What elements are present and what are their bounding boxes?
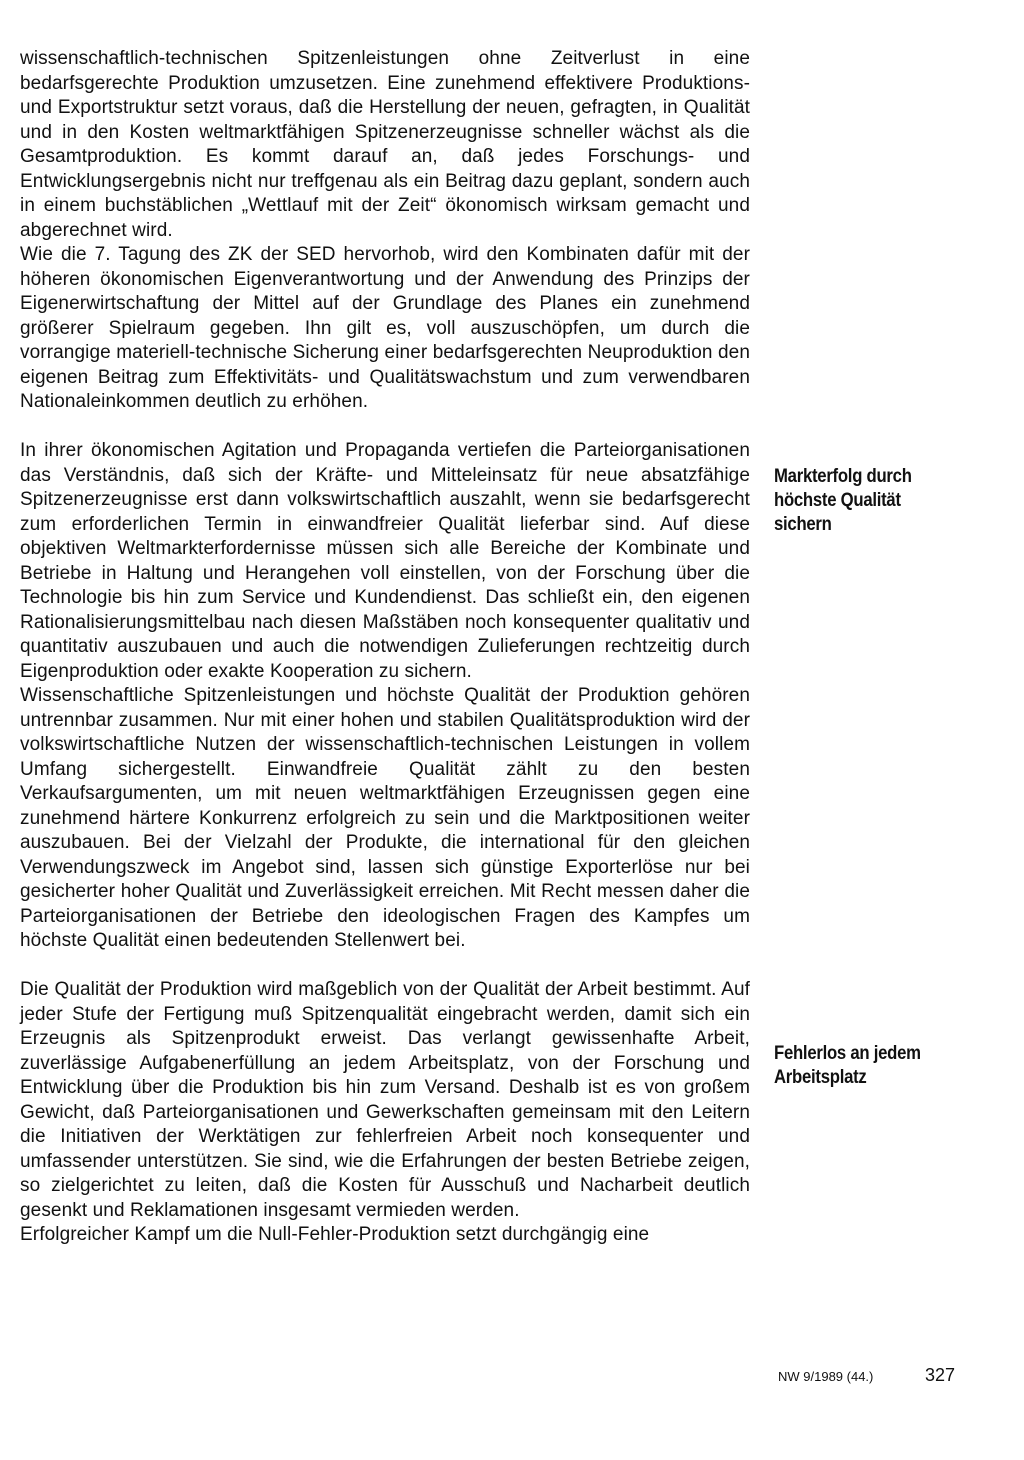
paragraph-spacer [20, 415, 750, 440]
page-number: 327 [925, 1365, 956, 1385]
paragraph-spacer [20, 954, 750, 979]
main-text-column [20, 47, 750, 1248]
paragraph-4: Wissenschaftliche Spitzenleistungen und höchste Qualität der Produktion gehören untrennbar zusammen. Nur mit einer hohen und stabilen Qualitätsproduktion wird der volkswirtschaftliche Nutzen der wissenschaftlich-technischen Leistungen in vollem Umfang sichergestellt. Einwandfreie Qualität zählt zu den besten Verkaufsargumenten, um mit neuen weltmarktfähigen Erzeugnissen gegen eine zunehmend härtere Konkurrenz erfolgreich zu sein und die Marktpositionen weiter auszubauen. Bei der Vielzahl der Produkte, die international für den gleichen Verwendungszweck im Angebot sind, lassen sich günstige Exporterlöse nur bei gesicherter hoher Qualität und Zuverlässigkeit erreichen. Mit Recht messen daher die Parteiorganisationen der Betriebe den ideologischen Fragen des Kampfes um höchste Qualität einen bedeutenden Stellenwert bei. [20, 685, 750, 951]
paragraph-6: Erfolgreicher Kampf um die Null-Fehler-Produktion setzt durchgängig eine [20, 1224, 650, 1245]
paragraph-1: wissenschaftlich-technischen Spitzenleistungen ohne Zeitverlust in eine bedarfsgerechte Produktion umzusetzen. Eine zunehmend effektivere Produktions- und Exportstruktur setzt voraus, daß die Herstellung der neuen, gefragten, in Qualität und in den Kosten weltmarktfähigen Spitzenerzeugnisse schneller wächst als die Gesamtproduktion. Es kommt darauf an, daß jedes Forschungs- und Entwicklungsergebnis nicht nur treffgenau als ein Beitrag dazu geplant, sondern auch in einem buchstäblichen „Wettlauf mit der Zeit“ ökonomisch wirksam gemacht und abgerechnet wird. [20, 48, 750, 241]
footer-reference: NW 9/1989 (44.) [778, 1369, 874, 1384]
paragraph-2: Wie die 7. Tagung des ZK der SED hervorhob, wird den Kombinaten dafür mit der höheren ökonomischen Eigenverantwortung und der Anwendung des Prinzips der Eigenerwirtschaftung der Mittel auf der Grundlage des Planes ein zunehmend größerer Spielraum gegeben. Ihn gilt es, voll auszuschöpfen, um durch die vorrangige materiell-technische Sicherung einer bedarfsgerechten Neuproduktion den eigenen Beitrag zum Effektivitäts- und Qualitätswachstum und zum verwendbaren Nationaleinkommen deutlich zu erhöhen. [20, 244, 750, 412]
margin-heading-markterfolg: Markterfolg durch höchste Qualität sichern [774, 466, 912, 535]
paragraph-3: In ihrer ökonomischen Agitation und Propaganda vertiefen die Parteiorganisationen das Verständnis, daß sich der Kräfte- und Mitteleinsatz für neue absatzfähige Spitzenerzeugnisse erst dann volkswirtschaftlich auszahlt, wenn sie bedarfsgerecht zum erforderlichen Termin in einwandfreier Qualität lieferbar sind. Auf diese objektiven Weltmarkterfordernisse müssen sich alle Bereiche der Kombinate und Betriebe in Haltung und Herangehen voll einstellen, von der Forschung über die Technologie bis hin zum Service und Kundendienst. Das schließt ein, den eigenen Rationalisierungsmittelbau nach diesen Maßstäben noch konsequenter qualitativ und quantitativ auszubauen und auch die notwendigen Zulieferungen rechtzeitig durch Eigenproduktion oder exakte Kooperation zu sichern. [20, 440, 750, 682]
margin-heading-fehlerlos: Fehlerlos an jedem Arbeitsplatz [774, 1043, 921, 1088]
paragraph-5: Die Qualität der Produktion wird maßgeblich von der Qualität der Arbeit bestimmt. Auf jeder Stufe der Fertigung muß Spitzenqualität eingebracht werden, damit sich ein Erzeugnis als Spitzenprodukt erweist. Das verlangt gewissenhafte Arbeit, zuverlässige Aufgabenerfüllung an jedem Arbeitsplatz, von der Forschung und Entwicklung über die Produktion bis hin zum Versand. Deshalb ist es von großem Gewicht, daß Parteiorganisationen und Gewerkschaften gemeinsam mit den Leitern die Initiativen der Werktätigen zur fehlerfreien Arbeit noch konsequenter und umfassender unterstützen. Sie sind, wie die Erfahrungen der besten Betriebe zeigen, so zielgerichtet zu leiten, daß die Kosten für Ausschuß und Nacharbeit deutlich gesenkt und Reklamationen insgesamt vermieden werden. [20, 979, 750, 1221]
